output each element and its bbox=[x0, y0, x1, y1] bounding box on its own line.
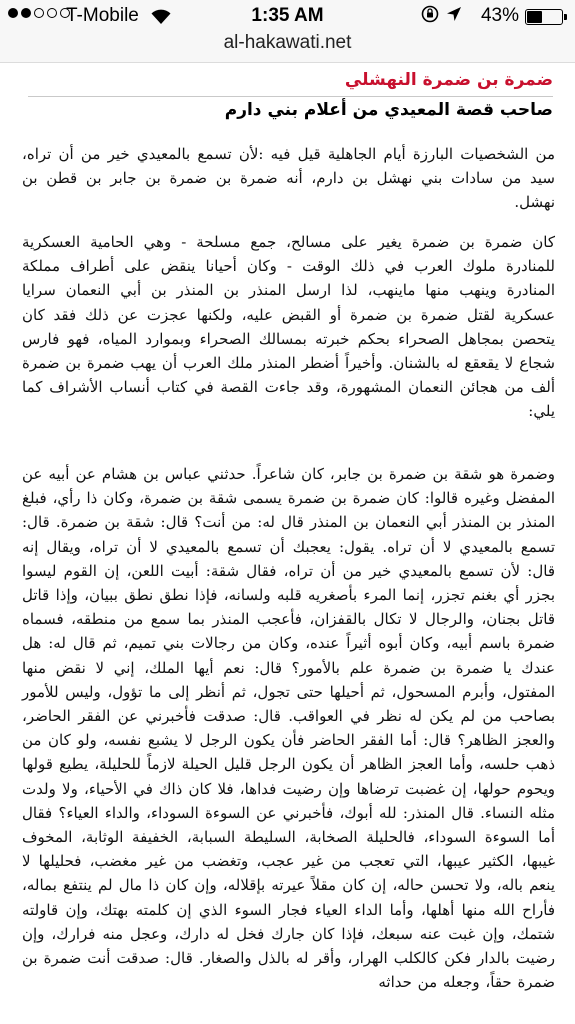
battery-percent: 43% bbox=[480, 5, 519, 26]
status-bar bbox=[0, 0, 575, 34]
status-time: 1:35 AM bbox=[251, 5, 324, 26]
location-arrow-icon bbox=[445, 5, 463, 23]
article-subtitle: صاحب قصة المعيدي من أعلام بني دارم bbox=[224, 100, 553, 120]
article-paragraph bbox=[22, 230, 555, 424]
article-paragraph bbox=[22, 142, 555, 215]
title-divider bbox=[28, 96, 553, 97]
address-bar-url[interactable]: al-hakawati.net bbox=[223, 32, 352, 53]
carrier-name: T-Mobile bbox=[66, 5, 139, 26]
paragraph-text: من الشخصيات البارزة أيام الجاهلية قيل فيه :لأن تسمع بالمعيدي خير من أن تراه، سيد من سادات بني نهشل بن دارم، أنه ضمرة بن ضمرة بن جابر بن قطن بن نهشل. bbox=[22, 145, 555, 212]
article-title: ضمرة بن ضمرة النهشلي bbox=[344, 70, 553, 90]
orientation-lock-icon bbox=[421, 5, 439, 23]
battery-level-fill bbox=[527, 11, 542, 23]
battery-icon bbox=[525, 9, 569, 27]
paragraph-text: وضمرة هو شقة بن ضمرة بن جابر، كان شاعراً. حدثني عباس بن هشام عن أبيه عن المفضل وغيره قالوا: كان ضمرة بن ضمرة يسمى شقة بن ضمرة، وكان ذا رأي، فبلغ المنذر بن المنذر أبي النعمان بن المنذر قال له: من أنت؟ قال: شقة بن ضمرة. قال: تسمع بالمعيدي لا أن تراه. يقول: يعجبك أن تسمع بالمعيدي لا أن تراه، ويقال إنه قال: لأن تسمع بالمعيدي خير من أن تراه، فقال شقة: أبيت اللعن، إن القوم ليسوا بجزر أي بغنم تجزر، إنما المرء بأصغريه قلبه ولسانه، فإذا نطق نطق ببيان، وإذا قاتل قاتل بجنان، والرجال لا تكال بالقفزان، فأعجب المنذر بما سمع من منطقه، فسماه ضمرة باسم أبيه، وكان أبوه أثيراً عنده، وكان من رجالات بني تميم، ثم قال له: هل عندك يا ضمرة بن ضمرة علم بالأمور؟ قال: نعم أيها الملك، إني لا نقض منها المفتول، وأبرم المسحول، ثم أحيلها حتى تجول، ثم أنظر إلى ما تؤول، وليس للأمور بصاحب من لم يكن له نظر في العواقب. قال: صدقت فأخبرني عن الفقر الحاضر، والعجز الظاهر؟ قال: أما الفقر الحاضر فأن يكون الرجل لا يشبع نفسه، ولو كان من ذهب حلسه، وأما العجز الظاهر أن يكون الرجل قليل الحيلة لازماً للحليلة، يطيع قولها ويحوم حولها، إن غضبت ترضاها وإن رضيت فداها، فلا كان ذاك في الأحياء، ولا ولدت مثله النساء. قال المنذر: لله أبوك، فأخبرني عن السوءة السوداء، والداء العياء؟ فقال أما السوءة السوداء، فالحليلة الصخابة، السليطة السبابة، الخفيفة الوثابة، المخوف غيبها، الكثير عيبها، التي تعجب من غير عجب، وتغضب من غير مغضب، فحليلها لا ينعم باله، ولا تحسن حاله، إن كان مقلاً عيرته بإقلاله، وإن كان ذا مال لم ينتفع بماله، فأراح الله منها أهلها، وأما الداء العياء فجار السوء الذي إن كلمته بهتك، وإن قاولته شتمك، وإن غبت عنه سبعك، فإذا كان جارك فخل له دارك، وعجل منه فرارك، وإن رضيت بالدار فكن كالكلب الهرار، وأقر له بالذل والصغار. قال: صدقت أنت ضمرة بن ضمرة حقاً، وجعله من حداثه bbox=[22, 465, 555, 992]
article-content bbox=[0, 62, 575, 1024]
paragraph-text: كان ضمرة بن ضمرة يغير على مسالح، جمع مسلحة - وهي الحامية العسكرية للمنادرة ملوك العرب في ذلك الوقت - وكان أحيانا ينقض على أطراف مملكة المنادرة وينهب منها ماينهب، لذا ارسل المنذر بن المنذر بن أبي النعمان سرايا عسكرية لقتل ضمرة بن ضمرة أو القبض عليه، ولكنها عجزت عن ذلك فقد كان يتحصن بمجاهل الصحراء بحكم خبرته بمسالك الصحراء وبموارد المياه، فهو فارس شجاع لا يقعقع له بالشنان. وأخيراً أضطر المنذر ملك العرب أن يهب ضمرة بن ضمرة ألف من هجائن النعمان المشهورة، وقد جاءت القصة في كتاب أنساب الأشراف كما يلي: bbox=[22, 233, 555, 421]
article-paragraph bbox=[22, 462, 555, 994]
browser-top-chrome bbox=[0, 0, 575, 63]
status-icons bbox=[421, 5, 463, 23]
